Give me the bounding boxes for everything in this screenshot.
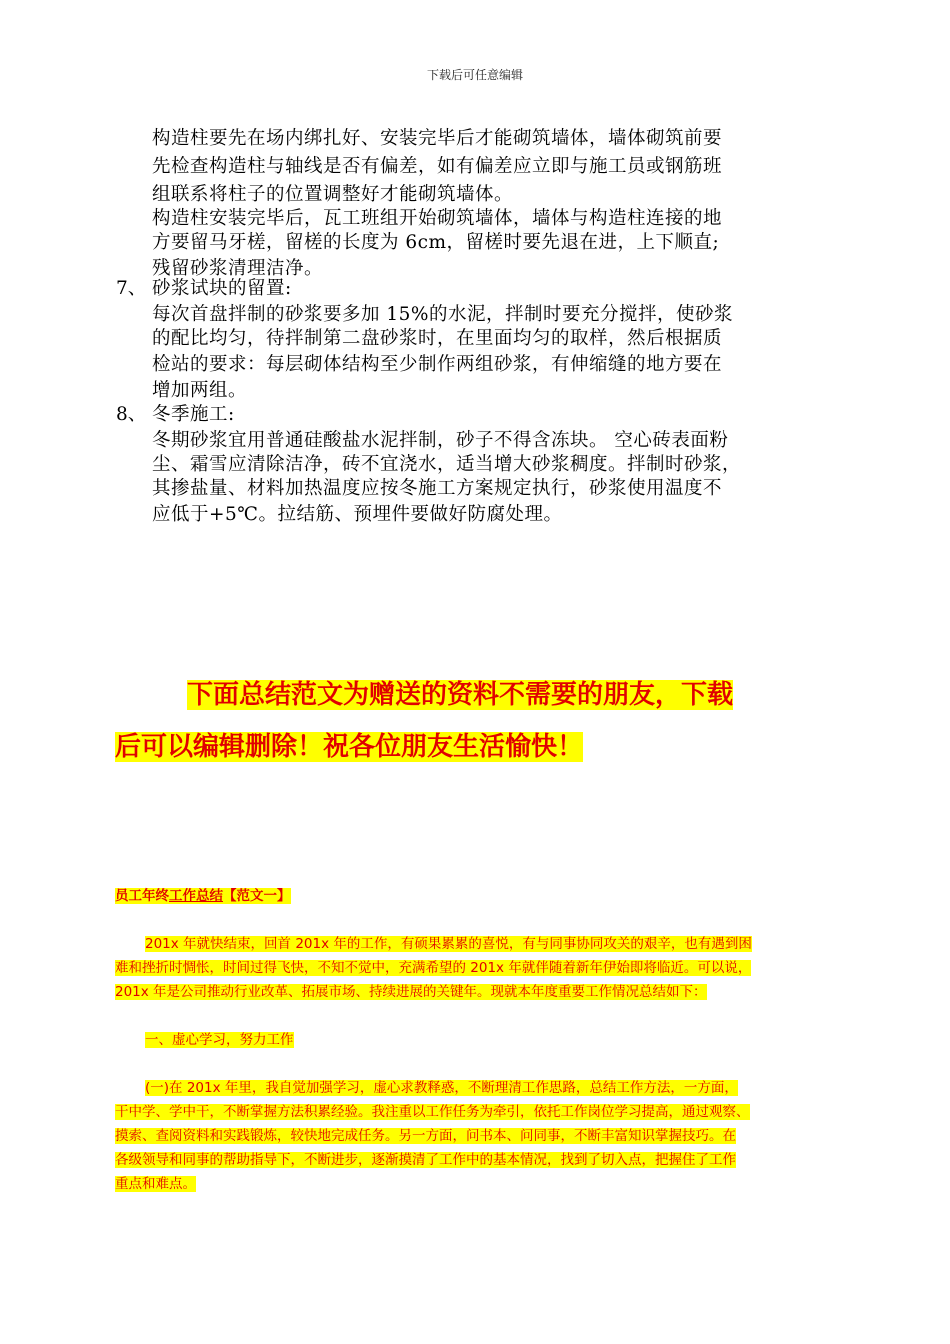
section8-line: 其掺盐量、材料加热温度应按冬施工方案规定执行，砂浆使用温度不 [152,478,723,499]
section7-title: 砂浆试块的留置: [152,278,292,299]
sample-heading [115,1028,294,1048]
section7-line: 每次首盘拌制的砂浆要多加 15%的水泥，拌制时要充分搅拌，使砂浆 [152,304,734,325]
promo-line-2 [115,726,835,763]
sample-text: 摸索、查阅资料和实践锻炼，较快地完成任务。另一方面，问书本、问同事，不断丰富知识掌握技巧。在 [115,1128,736,1144]
section6-line: 组联系将柱子的位置调整好才能砌筑墙体。 [152,184,514,205]
section8-title: 冬季施工: [152,404,235,425]
sample-para2-line [115,1076,738,1096]
sample-text: (一)在 201x 年里，我自觉加强学习，虚心求教释惑，不断理清工作思路，总结工作方法，一方面， [145,1080,738,1096]
section6-line: 方要留马牙槎，留槎的长度为 6cm，留槎时要先退在进，上下顺直; [152,232,720,253]
section8-number: 8、 [116,404,147,425]
section6-line: 构造柱要先在场内绑扎好、安装完毕后才能砌筑墙体，墙体砌筑前要 [152,128,723,149]
sample-text: 201x 年是公司推动行业改革、拓展市场、持续进展的关键年。现就本年度重要工作情况总结如下： [115,984,707,1000]
sample-para2-line [115,1172,196,1192]
section7-line: 增加两组。 [152,380,248,401]
page-header: 下载后可任意编辑 [426,68,523,82]
sample-text: 各级领导和同事的帮助指导下，不断进步，逐渐摸清了工作中的基本情况，找到了切入点，把握住了工作 [115,1152,736,1168]
sample-title-suffix: 【范文一】 [223,888,291,904]
sample-para1-line [115,932,752,952]
section6-line: 先检查构造柱与轴线是否有偏差，如有偏差应立即与施工员或钢筋班 [152,156,723,177]
sample-para1-line [115,980,707,1000]
promo-text: 后可以编辑删除！祝各位朋友生活愉快！ [115,732,584,762]
sample-text: 201x 年就快结束，回首 201x 年的工作，有硕果累累的喜悦，有与同事协同攻关的艰辛，也有遇到困 [145,936,752,952]
section8-line: 冬期砂浆宜用普通硅酸盐水泥拌制，砂子不得含冻块。 空心砖表面粉 [152,430,729,451]
sample-title-prefix: 员工年终 [115,888,169,904]
sample-para1-line [115,956,751,976]
promo-line-1 [115,674,835,711]
section7-number: 7、 [116,278,147,299]
sample-text: 干中学、学中干，不断掌握方法积累经验。我注重以工作任务为牵引，依托工作岗位学习提高，通过观察、 [115,1104,750,1120]
sample-text: 一、虚心学习，努力工作 [145,1032,294,1048]
section8-line: 尘、霜雪应清除洁净，砖不宜浇水，适当增大砂浆稠度。拌制时砂浆， [152,454,742,475]
section6-line: 残留砂浆清理洁净。 [152,258,324,279]
sample-para2-line [115,1124,736,1144]
promo-text: 下面总结范文为赠送的资料不需要的朋友，下载 [187,680,734,710]
sample-text: 重点和难点。 [115,1176,196,1192]
sample-para2-line [115,1100,750,1120]
section7-line: 的配比均匀，待拌制第二盘砂浆时，在里面均匀的取样，然后根据质 [152,328,723,349]
sample-text: 难和挫折时惆怅，时间过得飞快，不知不觉中，充满希望的 201x 年就伴随着新年伊始即将临近。可以说， [115,960,752,976]
section6-line: 构造柱安装完毕后，瓦工班组开始砌筑墙体，墙体与构造柱连接的地 [152,208,723,229]
sample-para2-line [115,1148,736,1168]
section7-line: 检站的要求：每层砌体结构至少制作两组砂浆，有伸缩缝的地方要在 [152,354,723,375]
sample-title [115,884,291,904]
section8-line: 应低于+5℃。拉结筋、预埋件要做好防腐处理。 [152,504,563,525]
sample-title-link[interactable]: 工作总结 [169,888,223,904]
